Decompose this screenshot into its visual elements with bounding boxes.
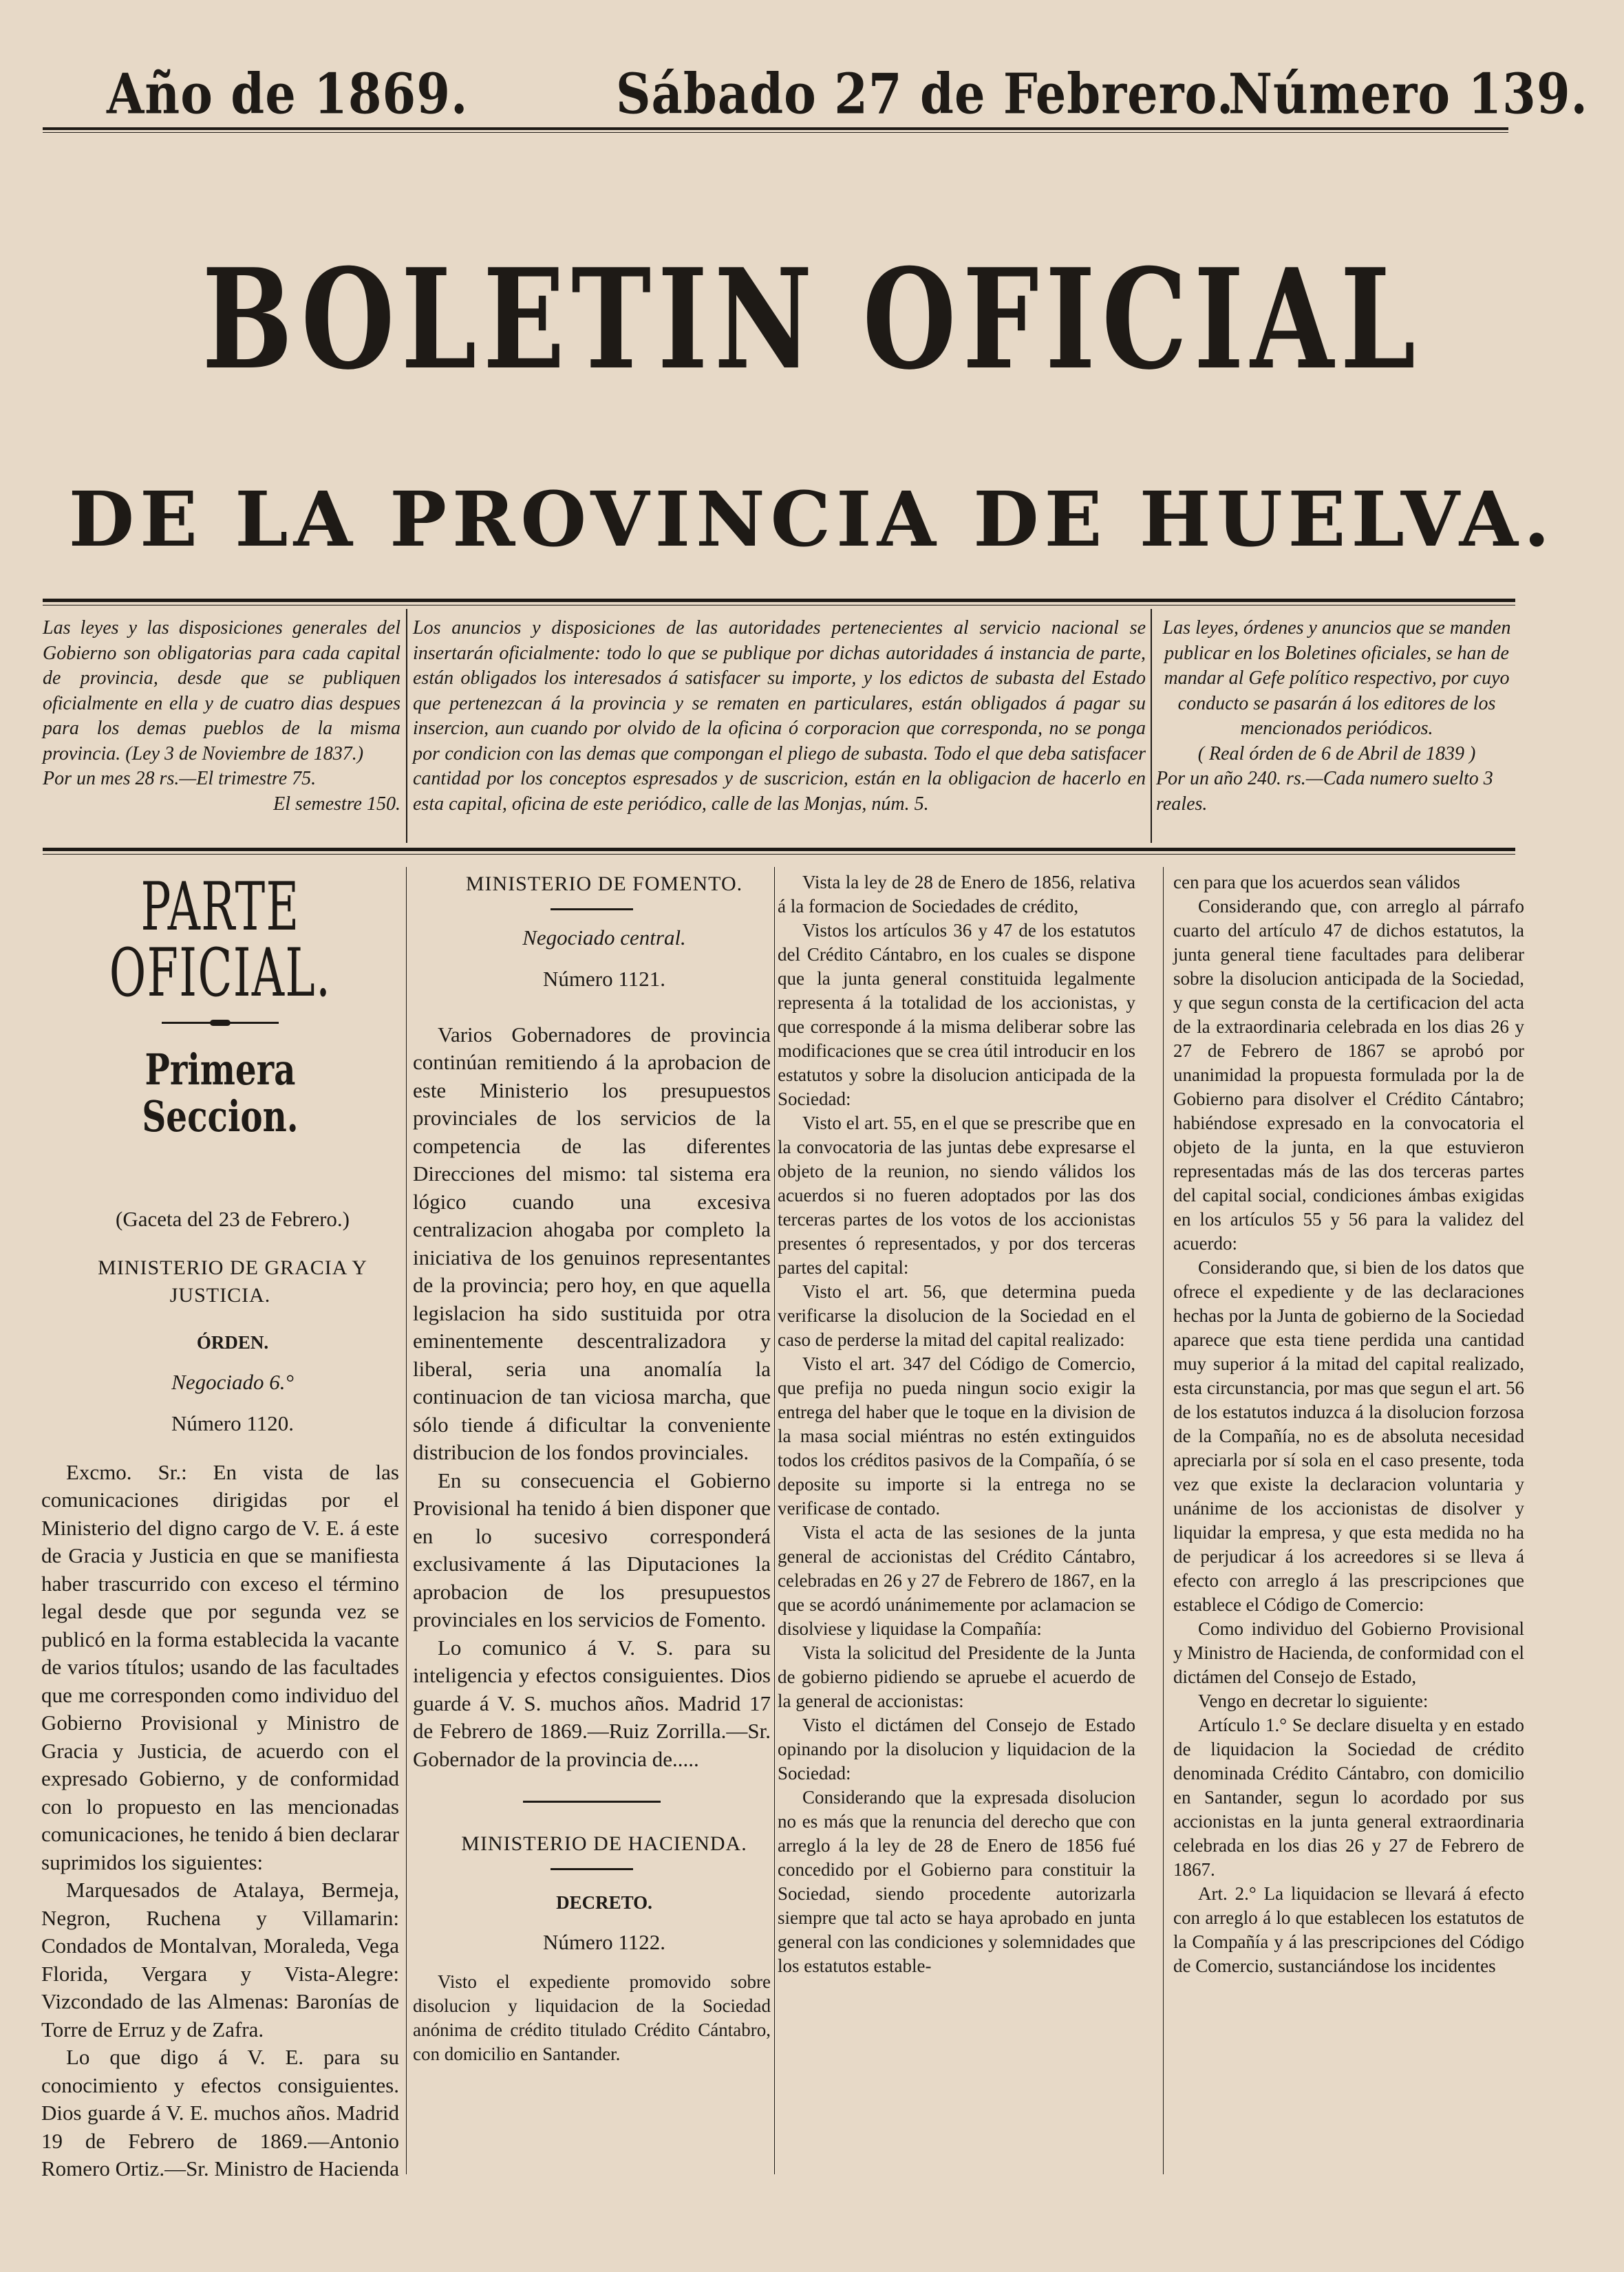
- short-rule: [551, 1868, 633, 1870]
- paragraph: Considerando que, con arreglo al párrafo cuarto del artículo 47 de dichos estatutos, la junta general tiene facultades para deliberar sobre la disolucion anticipada de la Sociedad, y que segun consta de la certificacion del acta de la extraordinaria celebrada en los dias 26 y 27 de Febrero de 1867 se aprobó por unanimidad la propuesta formulada por la de Gobierno para disolver el Crédito Cántabro; habiéndose expresado en la convocatoria el objeto de la junta, en la que estuvieron representadas más de las dos terceras partes del capital social, condiciones ámbas exigidas en los artículos 55 y 56 para la validez del acuerdo:: [1173, 896, 1524, 1254]
- short-rule: [523, 1801, 661, 1803]
- paragraph: Vista el acta de las sesiones de la junta general de accionistas del Crédito Cántabro, celebradas en 26 y 27 de Febrero de 1867, en la que se acordó unánimemente por aclamacion se disolviese y liquidase la Compañía:: [778, 1522, 1135, 1639]
- masthead-title: BOLETIN OFICIAL: [202, 239, 1422, 400]
- gaceta-ref: (Gaceta del 23 de Febrero.): [116, 1207, 350, 1232]
- ministry-heading: MINISTERIO DE GRACIA Y JUSTICIA.: [98, 1256, 367, 1307]
- ornament-divider: [162, 1020, 279, 1026]
- notice-divider-1: [406, 609, 407, 843]
- notice-price-year: Por un año 240. rs.—Cada numero suelto 3 reales.: [1156, 768, 1493, 815]
- paragraph: Visto el art. 347 del Código de Comercio, que prefija no pueda ningun socio exigir la entrega del haber que le toque en la division de la masa social miéntras no estén extinguidos todos los créditos pasivos de la Compañía, ó se deposite su importe si la entrega no se verificase de contado.: [778, 1353, 1135, 1519]
- column-4: [1173, 870, 1524, 1978]
- paragraph: Vengo en decretar lo siguiente:: [1198, 1691, 1429, 1711]
- issue-year: Año de 1869.: [107, 61, 469, 127]
- column-1: [41, 870, 399, 2183]
- issue-date: Sábado 27 de Febrero.: [616, 61, 1235, 127]
- ministry-heading: MINISTERIO DE FOMENTO.: [465, 872, 743, 895]
- paragraph: Visto el art. 55, en el que se prescribe que en la convocatoria de las juntas debe expresarse el objeto de la reunion, no siendo válidos los acuerdos si no fueren adoptados por las dos terceras partes de los votos de los accionistas presentes ó representados, y por dos terceras partes del capital:: [778, 1113, 1135, 1278]
- column-divider-1: [406, 867, 407, 2174]
- column-divider-3: [1163, 867, 1164, 2174]
- notice-bottom-rule: [43, 848, 1515, 851]
- negociado-heading: Negociado central.: [522, 925, 686, 950]
- paragraph: Excmo. Sr.: En vista de las comunicaciones dirigidas por el Ministerio del digno cargo de V. E. á este de Gracia y Justicia en que se manifiesta haber trascurrido con exceso el término legal desde que por segunda vez se publicó en la forma establecida la vacante de varios títulos; usando de las facultades que me corresponden como individuo del Gobierno Provisional y Ministro de Gracia y Justicia, de acuerdo con el expresado Gobierno, y de conformidad con lo propuesto en las mencionadas comunicaciones, he tenido á bien declarar suprimidos los siguientes:: [41, 1459, 399, 1874]
- notice-announcements: [413, 616, 1146, 817]
- notice-laws: [43, 616, 400, 817]
- paragraph: Visto el art. 56, que determina pueda verificarse la disolucion de la Sociedad en el caso de perderse la mitad del capital realizado:: [778, 1281, 1135, 1350]
- notice-top-rule: [43, 599, 1515, 602]
- column-divider-2: [774, 867, 775, 2174]
- notice-orders-text: Las leyes, órdenes y anuncios que se manden publicar en los Boletines oficiales, se han de mandar al Gefe político respectivo, por cuyo conducto se pasarán á los editores de los mencionados periódicos.: [1162, 617, 1511, 739]
- paragraph: Visto el expediente promovido sobre disolucion y liquidacion de la Sociedad anónima de crédito titulado Crédito Cántabro, con domicilio en Santander.: [413, 1971, 771, 2064]
- paragraph: Marquesados de Atalaya, Bermeja, Negron, Ruchena y Villamarin: Condados de Montalvan, Moraleda, Vega Florida, Vergara y Vista-Alegre: Vizcondado de las Almenas: Baronías de Torre de Erruz y de Zafra.: [41, 1878, 399, 2041]
- column-3: [778, 870, 1135, 1978]
- paragraph: Como individuo del Gobierno Provisional y Ministro de Hacienda, de conformidad con el dictámen del Consejo de Estado,: [1173, 1618, 1524, 1687]
- paragraph: Artículo 1.° Se declare disuelta y en estado de liquidacion la Sociedad de crédito denominada Crédito Cántabro, con domicilio en Santander, segun lo acordado por sus accionistas en la junta general extraordinaria celebrada en los dias 26 y 27 de Febrero de 1867.: [1173, 1715, 1524, 1880]
- paragraph: Varios Gobernadores de provincia continúan remitiendo á la aprobacion de este Ministerio los presupuestos provinciales de los servicios de la competencia de las diferentes Direcciones del mismo: tal sistema era lógico cuando una excesiva centralizacion ahogaba por completo la iniciativa de los genuinos representantes de la provincia; pero hoy, en que aquella legislacion ha sido sustituida por otra eminentemente descentralizadora y liberal, seria una anomalía la continuacion de tan viciosa marcha, que sólo tiende á dificultar la conveniente distribucion de los fondos provinciales.: [413, 1022, 771, 1464]
- document-number: Número 1120.: [171, 1411, 294, 1436]
- masthead-subtitle: DE LA PROVINCIA DE HUELVA.: [68, 475, 1556, 564]
- paragraph: Vistos los artículos 36 y 47 de los estatutos del Crédito Cántabro, en los cuales se dispone que la junta general constituida legalmente representa á la totalidad de los accionistas, y que corresponde á la misma deliberar sobre las modificaciones que se crea útil introducir en los estatutos y sobre la disolucion anticipada de la Sociedad:: [778, 920, 1135, 1109]
- notice-price-month: Por un mes 28 rs.—El trimestre 75.: [43, 768, 317, 789]
- notice-price-semester: El semestre 150.: [273, 793, 400, 815]
- paragraph: Lo que digo á V. E. para su conocimiento y efectos consiguientes. Dios guarde á V. E. muchos años. Madrid 19 de Febrero de 1869.—Antonio Romero Ortiz.—Sr. Ministro de Hacienda: [41, 2045, 400, 2181]
- header-rule-thin: [43, 132, 1508, 133]
- notice-divider-2: [1151, 609, 1152, 843]
- notice-orders: [1156, 616, 1517, 817]
- paragraph: En su consecuencia el Gobierno Provisional ha tenido á bien disponer que en lo sucesivo corresponderá exclusivamente á las Diputaciones la aprobacion de los presupuestos provinciales en los servicios de Fomento.: [413, 1468, 771, 1631]
- paragraph: Vista la ley de 28 de Enero de 1856, relativa á la formacion de Sociedades de crédito,: [778, 872, 1135, 917]
- header-rule: [43, 127, 1508, 130]
- paragraph: Visto el dictámen del Consejo de Estado opinando por la disolucion y liquidacion de la Sociedad:: [778, 1715, 1135, 1783]
- paragraph: cen para que los acuerdos sean válidos: [1173, 872, 1460, 892]
- paragraph: Considerando que la expresada disolucion no es más que la renuncia del derecho que con arreglo á la ley de 28 de Enero de 1856 fué concedido por el Gobierno para constituir la Sociedad, siendo procedente autorizarla siempre que tal acto se haya aprobado en junta general con las condiciones y solemnidades que los estatutos estable-: [778, 1787, 1135, 1976]
- paragraph: Lo comunico á V. S. para su inteligencia y efectos consiguientes. Dios guarde á V. S. muchos años. Madrid 17 de Febrero de 1869.—Ruiz Zorrilla.—Sr. Gobernador de la provincia de.....: [413, 1635, 771, 1771]
- document-number: Número 1121.: [543, 967, 665, 991]
- negociado-heading: Negociado 6.°: [171, 1369, 294, 1394]
- notice-announcements-text: Los anuncios y disposiciones de las autoridades pertenecientes al servicio nacional se insertarán oficialmente: todo lo que se publique por dichas autoridades á instancia de parte, están obligados los interesados á satisfacer su importe, y los edictos de subasta del Estado que pertenezcan á la provincia y se rematen en particulares, están obligados á pagar su insercion, aun cuando por olvido de la oficina ó corporacion que corresponda, no se ponga por condicion con las demas que compongan el pliego de subasta. Todo el que deba satisfacer cantidad por los conceptos espresados y de suscricion, están en la obligacion de hacerlo en esta capital, oficina de este periódico, calle de las Monjas, núm. 5.: [413, 617, 1146, 815]
- notice-bottom-rule-thin: [43, 854, 1515, 855]
- notice-laws-text: Las leyes y las disposiciones generales del Gobierno son obligatorias para cada capital de provincia, desde que se publiquen oficialmente en ella y de cuatro dias despues para los demas pueblos de la misma provincia. (Ley 3 de Noviembre de 1837.): [43, 617, 400, 764]
- decree-heading: DECRETO.: [556, 1891, 652, 1913]
- column-2: [413, 870, 771, 2066]
- notice-orders-ref: ( Real órden de 6 de Abril de 1839 ): [1197, 742, 1476, 764]
- issue-number: Número 139.: [1228, 61, 1588, 127]
- document-number: Número 1122.: [543, 1929, 665, 1954]
- paragraph: Vista la solicitud del Presidente de la Junta de gobierno pidiendo se apruebe el acuerdo de la general de accionistas:: [778, 1642, 1135, 1711]
- section-heading-parte-oficial: PARTE OFICIAL.: [109, 868, 332, 1011]
- order-heading: ÓRDEN.: [196, 1331, 269, 1353]
- ministry-heading: MINISTERIO DE HACIENDA.: [461, 1832, 747, 1855]
- paragraph: Art. 2.° La liquidacion se llevará á efecto con arreglo á lo que establecen los estatutos de la Compañía y á las prescripciones del Código de Comercio, sustanciándose los incidentes: [1173, 1883, 1524, 1976]
- paragraph: Considerando que, si bien de los datos que ofrece el expediente y de las declaraciones hechas por la Junta de gobierno de la Sociedad aparece que esta tiene perdida una cantidad muy superior á la mitad del capital realizado, esta circunstancia, por mas que segun el art. 56 de los estatutos induzca á la disolucion forzosa de la Compañía, no es de absoluta necesidad apreciarla por sí sola en el caso presente, toda vez que existe la declaracion voluntaria y unánime de los accionistas de disolver y liquidar la empresa, y que esta medida no ha de perjudicar á los acreedores si se lleva á efecto con arreglo á las prescripciones que establece el Código de Comercio:: [1173, 1257, 1524, 1615]
- short-rule: [551, 908, 633, 910]
- section-heading-primera: Primera Seccion.: [142, 1044, 299, 1142]
